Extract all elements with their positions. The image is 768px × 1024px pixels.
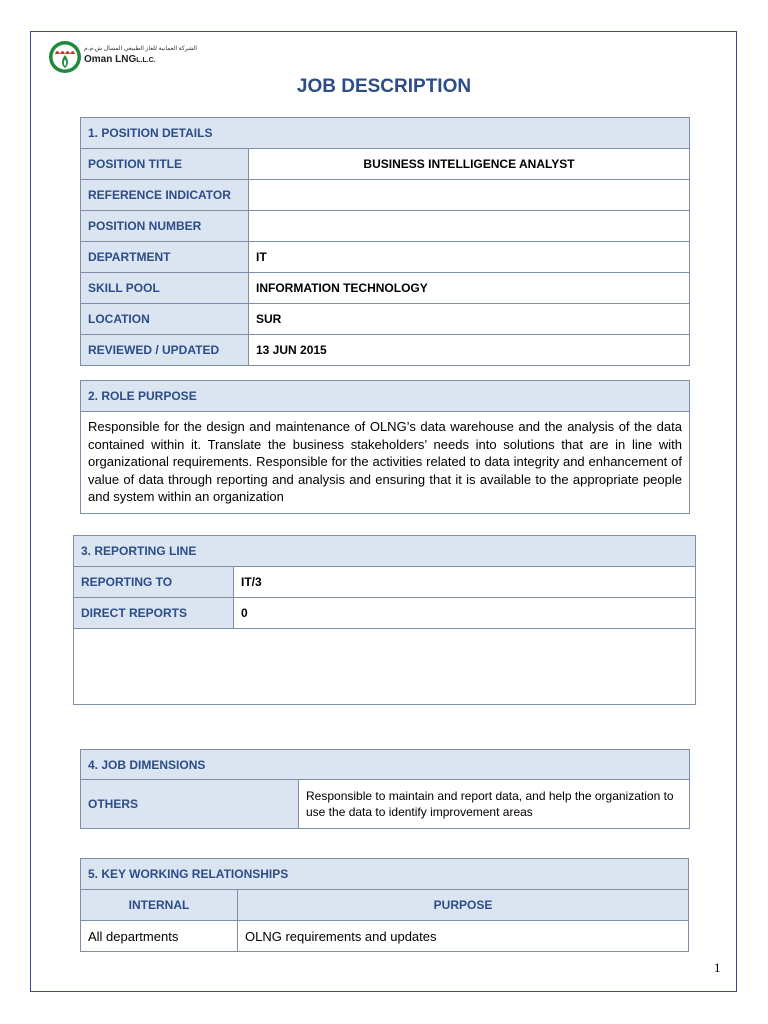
position-details-table (80, 117, 690, 366)
position-details-header: 1. POSITION DETAILS (81, 118, 690, 149)
table-row (81, 149, 690, 180)
purpose-column-header: PURPOSE (238, 890, 689, 921)
logo-arabic-text: الشركة العمانية للغاز الطبيعي المسال ش.م.م (84, 46, 197, 52)
department-label: DEPARTMENT (81, 242, 249, 273)
logo-name-text: Oman LNG (84, 54, 137, 65)
table-row (81, 211, 690, 242)
department-value: IT (249, 242, 690, 273)
table-row (81, 304, 690, 335)
role-purpose-header: 2. ROLE PURPOSE (81, 381, 690, 412)
reference-indicator-label: REFERENCE INDICATOR (81, 180, 249, 211)
table-row (74, 567, 696, 598)
logo-suffix: L.L.C. (136, 57, 156, 64)
location-label: LOCATION (81, 304, 249, 335)
table-row (81, 335, 690, 366)
others-label: OTHERS (81, 780, 299, 829)
reporting-to-value: IT/3 (234, 567, 696, 598)
direct-reports-value: 0 (234, 598, 696, 629)
reviewed-updated-value: 13 JUN 2015 (249, 335, 690, 366)
reporting-line-table (73, 535, 696, 705)
position-title-value: BUSINESS INTELLIGENCE ANALYST (249, 149, 690, 180)
skill-pool-value: INFORMATION TECHNOLOGY (249, 273, 690, 304)
reporting-line-header: 3. REPORTING LINE (74, 536, 696, 567)
internal-cell: All departments (81, 921, 238, 952)
page-number: 1 (714, 960, 721, 975)
table-row (81, 780, 690, 829)
table-row (81, 921, 689, 952)
key-relationships-table (80, 858, 689, 952)
others-value: Responsible to maintain and report data, and help the organization to use the data to identify improvement areas (299, 780, 690, 829)
job-dimensions-table (80, 749, 690, 829)
position-number-value (249, 211, 690, 242)
company-logo (48, 40, 197, 78)
direct-reports-label: DIRECT REPORTS (74, 598, 234, 629)
role-purpose-table (80, 380, 690, 514)
org-chart-area (74, 629, 696, 705)
reference-indicator-value (249, 180, 690, 211)
purpose-cell: OLNG requirements and updates (238, 921, 689, 952)
logo-company-name (84, 54, 156, 65)
location-value: SUR (249, 304, 690, 335)
role-purpose-text: Responsible for the design and maintenance of OLNG’s data warehouse and the analysis of the data contained within it. Translate the business stakeholders’ needs into solutions that are in line with organizational requirements. Responsible for the activities related to data integrity and enhancement of value of data through reporting and analysis and ensuring that it is available to the appropriate people and system within an organization (81, 412, 690, 514)
table-row (74, 598, 696, 629)
position-title-label: POSITION TITLE (81, 149, 249, 180)
oman-lng-emblem-icon (48, 40, 82, 74)
job-dimensions-header: 4. JOB DIMENSIONS (81, 750, 690, 780)
table-row (81, 273, 690, 304)
position-number-label: POSITION NUMBER (81, 211, 249, 242)
key-relationships-header: 5. KEY WORKING RELATIONSHIPS (81, 859, 689, 890)
table-row (81, 242, 690, 273)
skill-pool-label: SKILL POOL (81, 273, 249, 304)
table-row (81, 180, 690, 211)
reporting-to-label: REPORTING TO (74, 567, 234, 598)
document-title: JOB DESCRIPTION (296, 76, 472, 97)
internal-column-header: INTERNAL (81, 890, 238, 921)
reviewed-updated-label: REVIEWED / UPDATED (81, 335, 249, 366)
